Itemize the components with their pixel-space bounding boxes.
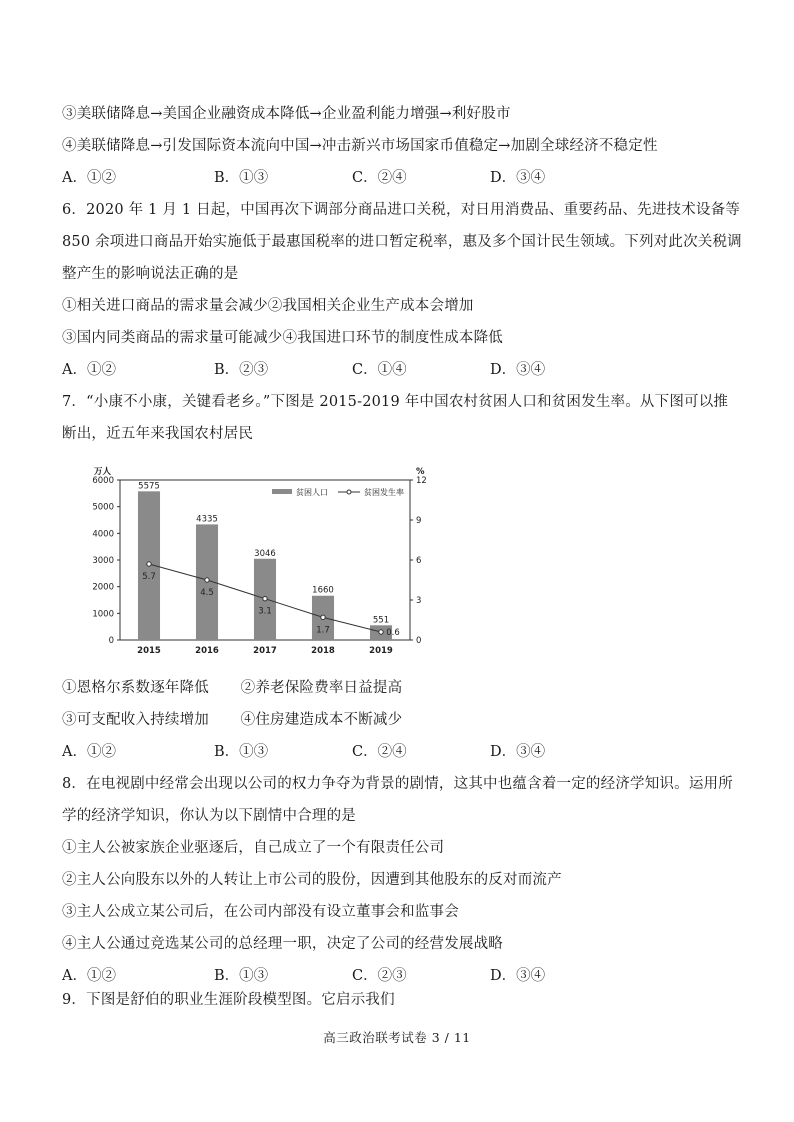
rate-point-2017 bbox=[263, 596, 267, 600]
rate-label-2017: 3.1 bbox=[258, 606, 272, 617]
q7-item-1: ①恩格尔系数逐年降低 bbox=[62, 680, 209, 696]
right-axis-unit: % bbox=[416, 467, 425, 477]
right-tick-label: 9 bbox=[416, 516, 422, 526]
q6-items-2: ③国内同类商品的需求量可能减少④我国进口环节的制度性成本降低 bbox=[62, 330, 503, 346]
q7-choice-b: B．①③ bbox=[214, 744, 269, 760]
q5-choice-b: B．①③ bbox=[214, 170, 269, 186]
q7-item-2: ②养老保险费率日益提高 bbox=[240, 680, 403, 696]
q5-option-3: ③美联储降息→美国企业融资成本降低→企业盈利能力增强→利好股市 bbox=[62, 106, 511, 122]
q6-stem-line-3: 整产生的影响说法正确的是 bbox=[62, 266, 239, 282]
q6-choice-a: A．①② bbox=[62, 362, 116, 378]
left-tick-label: 6000 bbox=[92, 476, 114, 486]
q8-stem-line-1: 8．在电视剧中经常会出现以公司的权力争夺为背景的剧情，这其中也蕴含着一定的经济学知识。运用所 bbox=[62, 776, 733, 792]
q7-choice-c: C．②④ bbox=[352, 744, 407, 760]
q8-choice-c: C．②③ bbox=[352, 968, 407, 984]
q7-items-row-1 bbox=[62, 678, 402, 698]
q5-choice-d: D．③④ bbox=[490, 170, 546, 186]
q7-choice-a: A．①② bbox=[62, 744, 116, 760]
right-tick-label: 6 bbox=[416, 556, 422, 566]
legend-bar-swatch bbox=[272, 489, 292, 494]
legend-line-label: 贫困发生率 bbox=[364, 488, 404, 497]
q8-choice-d: D．③④ bbox=[490, 968, 546, 984]
q6-items-1: ①相关进口商品的需求量会减少②我国相关企业生产成本会增加 bbox=[62, 298, 474, 314]
q7-items-row-2 bbox=[62, 710, 402, 730]
q9-stem-line-1: 9．下图是舒伯的职业生涯阶段模型图。它启示我们 bbox=[62, 992, 395, 1008]
q8-item-1: ①主人公被家族企业驱逐后，自己成立了一个有限责任公司 bbox=[62, 840, 445, 856]
right-tick-label: 3 bbox=[416, 596, 422, 606]
bar-label-2015: 5575 bbox=[138, 481, 160, 492]
q8-item-2: ②主人公向股东以外的人转让上市公司的股份，因遭到其他股东的反对而流产 bbox=[62, 872, 562, 888]
page-footer: 高三政治联考试卷 3 / 11 bbox=[323, 1030, 471, 1045]
q7-choice-d: D．③④ bbox=[490, 744, 546, 760]
category-label-2016: 2016 bbox=[195, 646, 219, 656]
rate-point-2019 bbox=[379, 630, 383, 634]
left-tick-label: 0 bbox=[108, 636, 114, 646]
q6-choice-d: D．③④ bbox=[490, 362, 546, 378]
poverty-chart bbox=[84, 458, 444, 658]
legend-bar-label: 贫困人口 bbox=[296, 488, 328, 497]
q7-stem-line-1: 7．“小康不小康，关键看老乡。”下图是 2015-2019 年中国农村贫困人口和贫困发生率。从下图可以推 bbox=[62, 394, 729, 410]
q5-choice-a: A．①② bbox=[62, 170, 116, 186]
rate-label-2019: 0.6 bbox=[386, 628, 400, 638]
q7-item-4: ④住房建造成本不断减少 bbox=[240, 712, 403, 728]
q6-stem-line-1: 6．2020 年 1 月 1 日起，中国再次下调部分商品进口关税，对日用消费品、重要药品、先进技术设备等 bbox=[62, 202, 741, 218]
q7-stem-line-2: 断出，近五年来我国农村居民 bbox=[62, 426, 254, 442]
left-tick-label: 2000 bbox=[92, 582, 114, 593]
q8-item-4: ④主人公通过竞选某公司的总经理一职，决定了公司的经营发展战略 bbox=[62, 936, 503, 952]
rate-point-2018 bbox=[321, 615, 325, 619]
bar-label-2018: 1660 bbox=[312, 585, 334, 596]
left-tick-label: 5000 bbox=[92, 502, 114, 513]
rate-point-2015 bbox=[147, 562, 151, 566]
rate-point-2016 bbox=[205, 578, 209, 582]
bar-label-2017: 3046 bbox=[254, 548, 276, 559]
right-tick-label: 12 bbox=[416, 476, 427, 486]
left-axis-unit: 万人 bbox=[94, 467, 112, 477]
q5-option-4: ④美联储降息→引发国际资本流向中国→冲击新兴市场国家币值稳定→加剧全球经济不稳定性 bbox=[62, 138, 658, 154]
bar-label-2016: 4335 bbox=[196, 514, 218, 525]
left-tick-label: 3000 bbox=[92, 556, 114, 566]
q8-item-3: ③主人公成立某公司后，在公司内部没有设立董事会和监事会 bbox=[62, 904, 459, 920]
legend-line-marker bbox=[347, 490, 351, 494]
chart-legend bbox=[272, 487, 404, 497]
category-label-2018: 2018 bbox=[311, 646, 335, 656]
category-label-2019: 2019 bbox=[369, 646, 393, 656]
bar-label-2019: 551 bbox=[372, 615, 390, 626]
left-tick-label: 1000 bbox=[92, 609, 114, 620]
right-tick-label: 0 bbox=[416, 636, 422, 646]
rate-label-2016: 4.5 bbox=[200, 588, 214, 598]
left-tick-label: 4000 bbox=[92, 529, 114, 540]
q6-choice-b: B．②③ bbox=[214, 362, 269, 378]
rate-label-2015: 5.7 bbox=[142, 572, 156, 582]
q8-choice-a: A．①② bbox=[62, 968, 116, 984]
category-label-2017: 2017 bbox=[253, 646, 277, 656]
q6-stem-line-2: 850 余项进口商品开始实施低于最惠国税率的进口暂定税率，惠及多个国计民生领域。下列对此次关税调 bbox=[62, 234, 742, 250]
q8-choice-b: B．①③ bbox=[214, 968, 269, 984]
q6-choice-c: C．①④ bbox=[352, 362, 407, 378]
q5-choice-c: C．②④ bbox=[352, 170, 407, 186]
category-label-2015: 2015 bbox=[137, 646, 161, 656]
q7-item-3: ③可支配收入持续增加 bbox=[62, 712, 209, 728]
q8-stem-line-2: 学的经济学知识，你认为以下剧情中合理的是 bbox=[62, 808, 356, 824]
rate-label-2018: 1.7 bbox=[316, 625, 330, 636]
